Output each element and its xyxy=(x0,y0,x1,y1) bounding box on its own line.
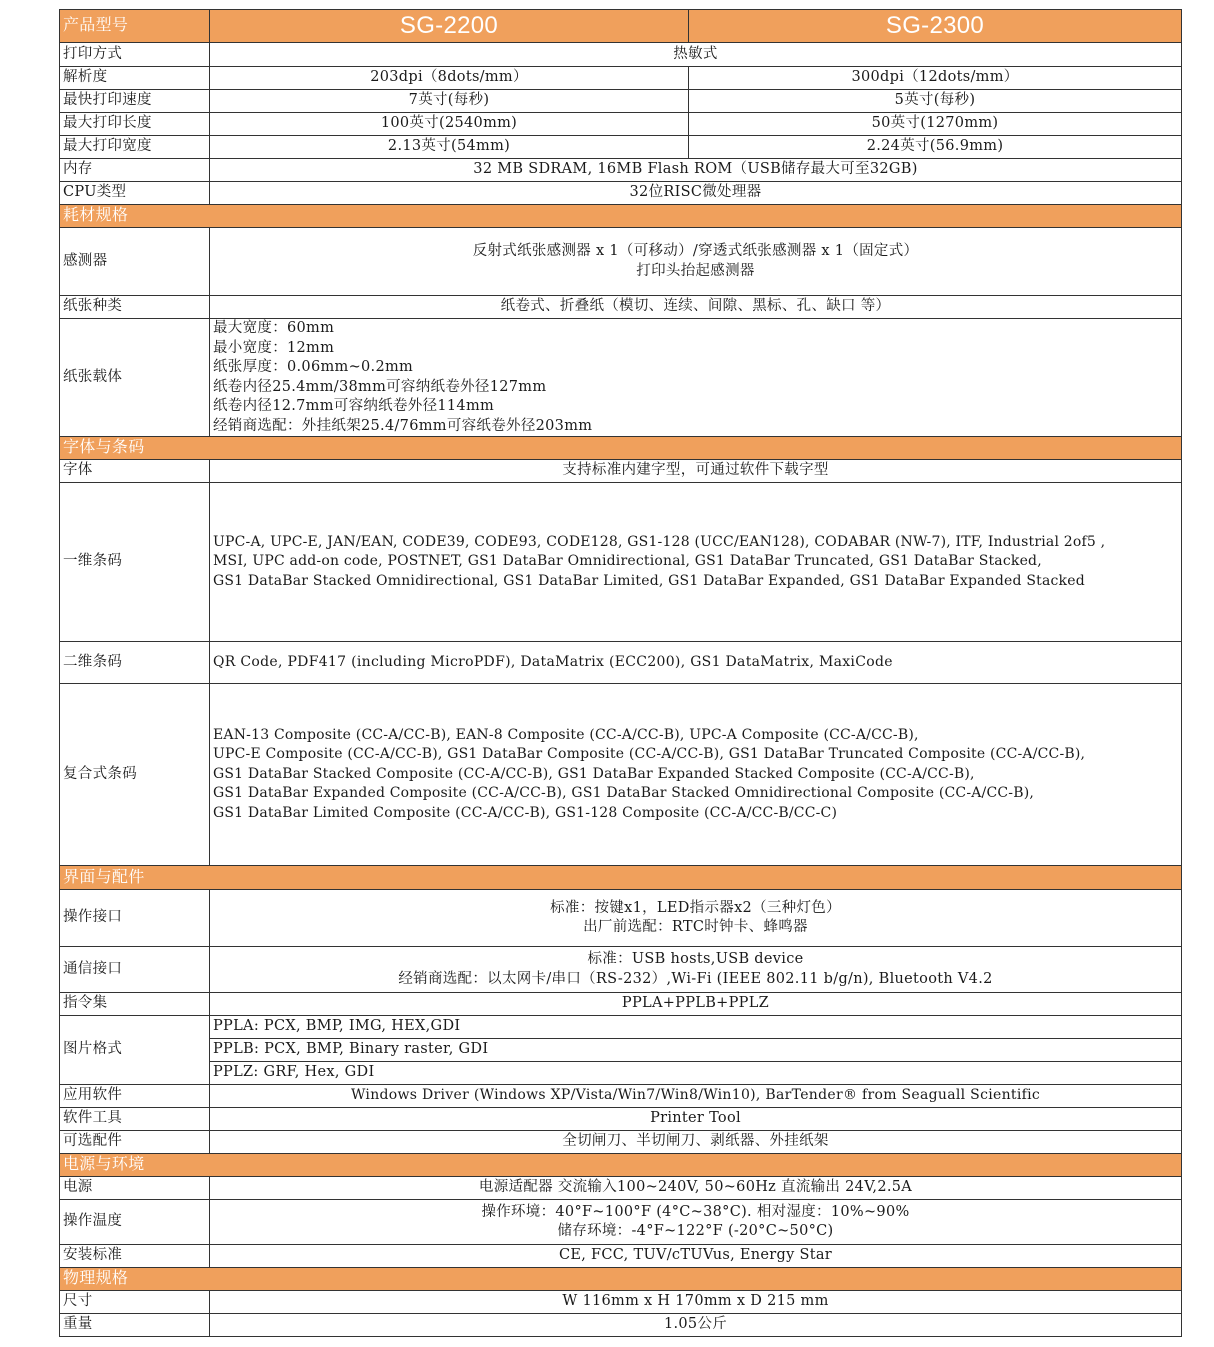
value-line: GS1 DataBar Expanded Composite (CC-A/CC-B), GS1 DataBar Stacked Omnidirectional Composite (CC-A/CC-B), xyxy=(213,785,1035,802)
row-command xyxy=(60,993,1182,1016)
row-weight xyxy=(60,1314,1182,1337)
row-label: 纸张种类 xyxy=(60,296,210,319)
value-line: 操作环境：40°F~100°F (4°C~38°C). 相对湿度：10%~90% xyxy=(481,1203,910,1220)
row-value: 电源适配器 交流输入100~240V, 50~60Hz 直流输出 24V,2.5A xyxy=(210,1177,1182,1200)
row-label: 字体 xyxy=(60,460,210,483)
value-line: 纸卷内径12.7mm可容纳纸卷外径114mm xyxy=(213,398,495,414)
value-b: 50英寸(1270mm) xyxy=(689,113,1182,136)
row-value: W 116mm x H 170mm x D 215 mm xyxy=(210,1291,1182,1314)
value-line: 出厂前选配：RTC时钟卡、蜂鸣器 xyxy=(583,919,808,935)
row-label: 电源 xyxy=(60,1177,210,1200)
section-power xyxy=(60,1154,1182,1177)
row-value xyxy=(210,684,1182,866)
row-label: 二维条码 xyxy=(60,642,210,684)
row-image-b xyxy=(60,1039,1182,1062)
row-power-supply xyxy=(60,1177,1182,1200)
section-title: 电源与环境 xyxy=(60,1154,1182,1177)
row-value xyxy=(210,319,1182,437)
value-line: EAN-13 Composite (CC-A/CC-B), EAN-8 Composite (CC-A/CC-B), UPC-A Composite (CC-A/CC-B), xyxy=(213,726,919,743)
section-media xyxy=(60,205,1182,228)
row-operation xyxy=(60,890,1182,947)
row-label: 感测器 xyxy=(60,228,210,296)
value-line: UPC-A, UPC-E, JAN/EAN, CODE39, CODE93, CODE128, GS1-128 (UCC/EAN128), CODABAR (NW-7), ITF, Industrial 2of5 , xyxy=(213,533,1106,550)
value-a: 7英寸(每秒) xyxy=(210,90,689,113)
row-value: Printer Tool xyxy=(210,1108,1182,1131)
value-a: 203dpi（8dots/mm） xyxy=(210,67,689,90)
value-line: 纸卷内径25.4mm/38mm可容纳纸卷外径127mm xyxy=(213,378,547,395)
value-line: 最大宽度：60mm xyxy=(213,320,335,336)
value-b: 300dpi（12dots/mm） xyxy=(689,67,1182,90)
value-line: 纸张厚度：0.06mm~0.2mm xyxy=(213,359,414,375)
row-value: Windows Driver (Windows XP/Vista/Win7/Win8/Win10), BarTender® from Seaguall Scientific xyxy=(210,1085,1182,1108)
section-physical xyxy=(60,1268,1182,1291)
row-value: 1.05公斤 xyxy=(210,1314,1182,1337)
row-value: 32位RISC微处理器 xyxy=(210,182,1182,205)
row-label: 指令集 xyxy=(60,993,210,1016)
row-value: 32 MB SDRAM, 16MB Flash ROM（USB储存最大可至32GB) xyxy=(210,159,1182,182)
row-paper-type xyxy=(60,296,1182,319)
row-label: 复合式条码 xyxy=(60,684,210,866)
value-line: GS1 DataBar Stacked Composite (CC-A/CC-B), GS1 DataBar Expanded Stacked Composite (CC-A/CC-B), xyxy=(213,765,975,782)
row-tool xyxy=(60,1108,1182,1131)
value-a: 2.13英寸(54mm) xyxy=(210,136,689,159)
row-resolution xyxy=(60,67,1182,90)
row-temperature xyxy=(60,1200,1182,1245)
row-comm xyxy=(60,947,1182,993)
row-label: 最大打印宽度 xyxy=(60,136,210,159)
row-barcode-2d xyxy=(60,642,1182,684)
value-line: GS1 DataBar Stacked Omnidirectional, GS1 DataBar Limited, GS1 DataBar Expanded, GS1 DataBar Expanded Stacked xyxy=(213,572,1085,589)
section-interface xyxy=(60,866,1182,890)
row-value: 纸卷式、折叠纸（模切、连续、间隙、黑标、孔、缺口 等） xyxy=(210,296,1182,319)
header-label: 产品型号 xyxy=(60,10,210,43)
spec-table xyxy=(59,9,1182,1337)
row-barcode-1d xyxy=(60,483,1182,642)
row-image-c xyxy=(60,1062,1182,1085)
value-line: 打印头抬起感测器 xyxy=(636,262,755,279)
value-line: GS1 DataBar Limited Composite (CC-A/CC-B), GS1-128 Composite (CC-A/CC-B/CC-C) xyxy=(213,804,838,821)
value-line: PPLA: PCX, BMP, IMG, HEX,GDI xyxy=(210,1016,1182,1039)
row-size xyxy=(60,1291,1182,1314)
value-b: 2.24英寸(56.9mm) xyxy=(689,136,1182,159)
row-label: 内存 xyxy=(60,159,210,182)
row-value: 全切闸刀、半切闸刀、剥纸器、外挂纸架 xyxy=(210,1131,1182,1154)
value-line: MSI, UPC add-on code, POSTNET, GS1 DataBar Omnidirectional, GS1 DataBar Truncated, GS1 DataBar Stacked, xyxy=(213,553,1042,570)
row-label: 尺寸 xyxy=(60,1291,210,1314)
row-label: 图片格式 xyxy=(60,1016,210,1085)
header-row xyxy=(60,10,1182,43)
row-label: 一维条码 xyxy=(60,483,210,642)
section-title: 字体与条码 xyxy=(60,437,1182,460)
row-paper-carrier xyxy=(60,319,1182,437)
row-label: 最大打印长度 xyxy=(60,113,210,136)
row-options xyxy=(60,1131,1182,1154)
value-line: UPC-E Composite (CC-A/CC-B), GS1 DataBar Composite (CC-A/CC-B), GS1 DataBar Truncated Composite (CC-A/CC-B), xyxy=(213,746,1086,763)
row-value xyxy=(210,1200,1182,1245)
row-label: 重量 xyxy=(60,1314,210,1337)
row-label: CPU类型 xyxy=(60,182,210,205)
section-title: 界面与配件 xyxy=(60,866,1182,890)
row-speed xyxy=(60,90,1182,113)
row-label: 最快打印速度 xyxy=(60,90,210,113)
row-font xyxy=(60,460,1182,483)
value-line: 标准：USB hosts,USB device xyxy=(587,951,804,967)
row-value: PPLA+PPLB+PPLZ xyxy=(210,993,1182,1016)
value-line: 储存环境：-4°F~122°F (-20°C~50°C) xyxy=(557,1223,834,1239)
value-line: 经销商选配：以太网卡/串口（RS-232）,Wi-Fi (IEEE 802.11 b/g/n), Bluetooth V4.2 xyxy=(398,970,993,987)
row-label: 通信接口 xyxy=(60,947,210,993)
row-label: 操作接口 xyxy=(60,890,210,947)
value-line: PPLZ: GRF, Hex, GDI xyxy=(210,1062,1182,1085)
value-line: 最小宽度：12mm xyxy=(213,339,335,356)
value-a: 100英寸(2540mm) xyxy=(210,113,689,136)
row-sensor xyxy=(60,228,1182,296)
section-title: 耗材规格 xyxy=(60,205,1182,228)
row-label: 软件工具 xyxy=(60,1108,210,1131)
row-value: 支持标准内建字型，可通过软件下载字型 xyxy=(210,460,1182,483)
row-max-width xyxy=(60,136,1182,159)
row-print-method xyxy=(60,43,1182,67)
value-b: 5英寸(每秒) xyxy=(689,90,1182,113)
row-value xyxy=(210,890,1182,947)
row-composite xyxy=(60,684,1182,866)
row-memory xyxy=(60,159,1182,182)
row-label: 打印方式 xyxy=(60,43,210,67)
row-max-length xyxy=(60,113,1182,136)
model-a: SG-2200 xyxy=(210,10,689,43)
row-label: 可选配件 xyxy=(60,1131,210,1154)
row-image-a xyxy=(60,1016,1182,1039)
value-line: 经销商选配：外挂纸架25.4/76mm可容纸卷外径203mm xyxy=(213,417,593,434)
row-value xyxy=(210,228,1182,296)
row-label: 安装标准 xyxy=(60,1245,210,1268)
row-cpu xyxy=(60,182,1182,205)
section-title: 物理规格 xyxy=(60,1268,1182,1291)
row-certification xyxy=(60,1245,1182,1268)
row-label: 纸张载体 xyxy=(60,319,210,437)
row-value: CE, FCC, TUV/cTUVus, Energy Star xyxy=(210,1245,1182,1268)
row-value xyxy=(210,483,1182,642)
row-value: QR Code, PDF417 (including MicroPDF), DataMatrix (ECC200), GS1 DataMatrix, MaxiCode xyxy=(210,642,1182,684)
section-font-barcode xyxy=(60,437,1182,460)
row-software xyxy=(60,1085,1182,1108)
row-label: 应用软件 xyxy=(60,1085,210,1108)
model-b: SG-2300 xyxy=(689,10,1182,43)
row-label: 操作温度 xyxy=(60,1200,210,1245)
value-line: 标准：按键x1，LED指示器x2（三种灯色） xyxy=(550,899,841,916)
value-line: 反射式纸张感测器 x 1（可移动）/穿透式纸张感测器 x 1（固定式） xyxy=(472,243,919,259)
row-value xyxy=(210,947,1182,993)
row-label: 解析度 xyxy=(60,67,210,90)
value-line: PPLB: PCX, BMP, Binary raster, GDI xyxy=(210,1039,1182,1062)
row-value: 热敏式 xyxy=(210,43,1182,67)
